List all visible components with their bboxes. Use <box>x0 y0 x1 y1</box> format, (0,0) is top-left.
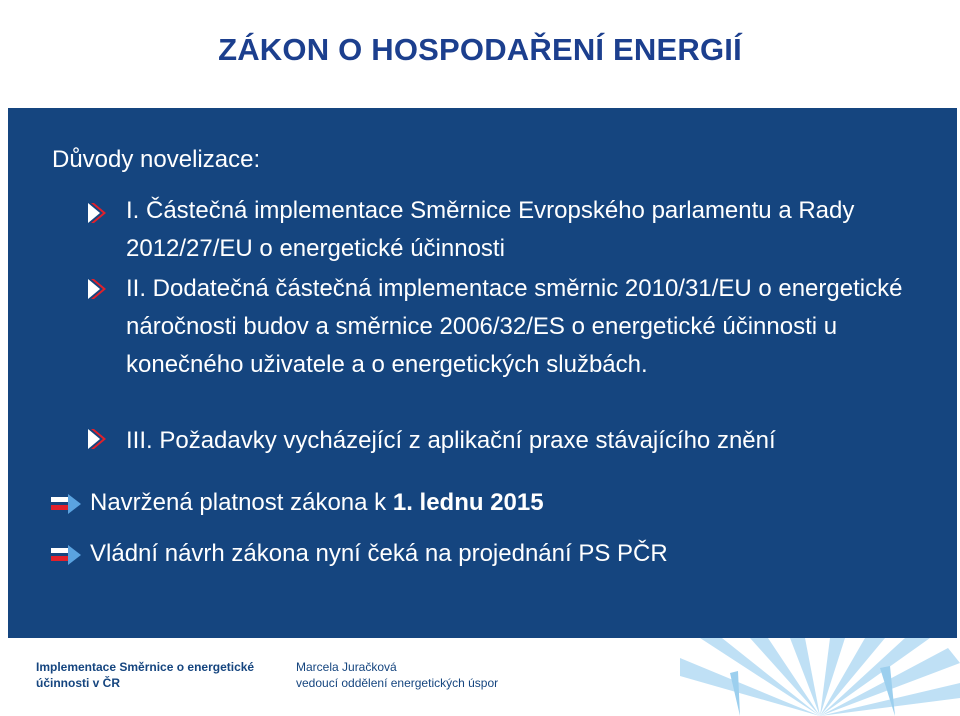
title-bar <box>0 0 960 108</box>
chevron-bullet-icon <box>86 428 108 450</box>
footer-left-line1: Implementace Směrnice o energetické <box>36 660 255 674</box>
author-role: vedoucí oddělení energetických úspor <box>296 676 499 690</box>
footer-left-line2: účinnosti v ČR <box>36 676 121 690</box>
list-item-text: II. Dodatečná částečná implementace směrnic 2010/31/EU o energetické náročnosti budov a směrnice 2006/32/ES o energetické účinnosti u konečného uživatele a o energetických službách. <box>126 275 903 378</box>
list-item-bold-text: 1. lednu 2015 <box>392 489 544 516</box>
slide-title: ZÁKON O HOSPODAŘENÍ ENERGIÍ <box>218 32 742 67</box>
footer <box>0 638 960 716</box>
decorative-sunburst-graphic <box>680 638 960 716</box>
list-item <box>126 270 906 384</box>
list-item-text: Navržená platnost zákona k <box>90 489 393 516</box>
list-item-text: I. Částečná implementace Směrnice Evropského parlamentu a Rady 2012/27/EU o energetické účinnosti <box>126 197 855 262</box>
list-item <box>90 484 910 522</box>
list-item <box>126 422 926 460</box>
arrow-bullet-icon <box>50 493 82 515</box>
list-item-text: Vládní návrh zákona nyní čeká na projednání PS PČR <box>90 540 668 567</box>
author-name: Marcela Juračková <box>296 660 397 674</box>
list-item-text: III. Požadavky vycházející z aplikační praxe stávajícího znění <box>126 427 776 454</box>
footer-left <box>36 659 254 691</box>
intro-text: Důvody novelizace: <box>52 146 261 173</box>
content-panel <box>8 108 957 638</box>
list-item <box>126 192 906 268</box>
list-item <box>90 535 910 573</box>
chevron-bullet-icon <box>86 278 108 300</box>
chevron-bullet-icon <box>86 202 108 224</box>
arrow-bullet-icon <box>50 544 82 566</box>
footer-right <box>296 659 498 691</box>
